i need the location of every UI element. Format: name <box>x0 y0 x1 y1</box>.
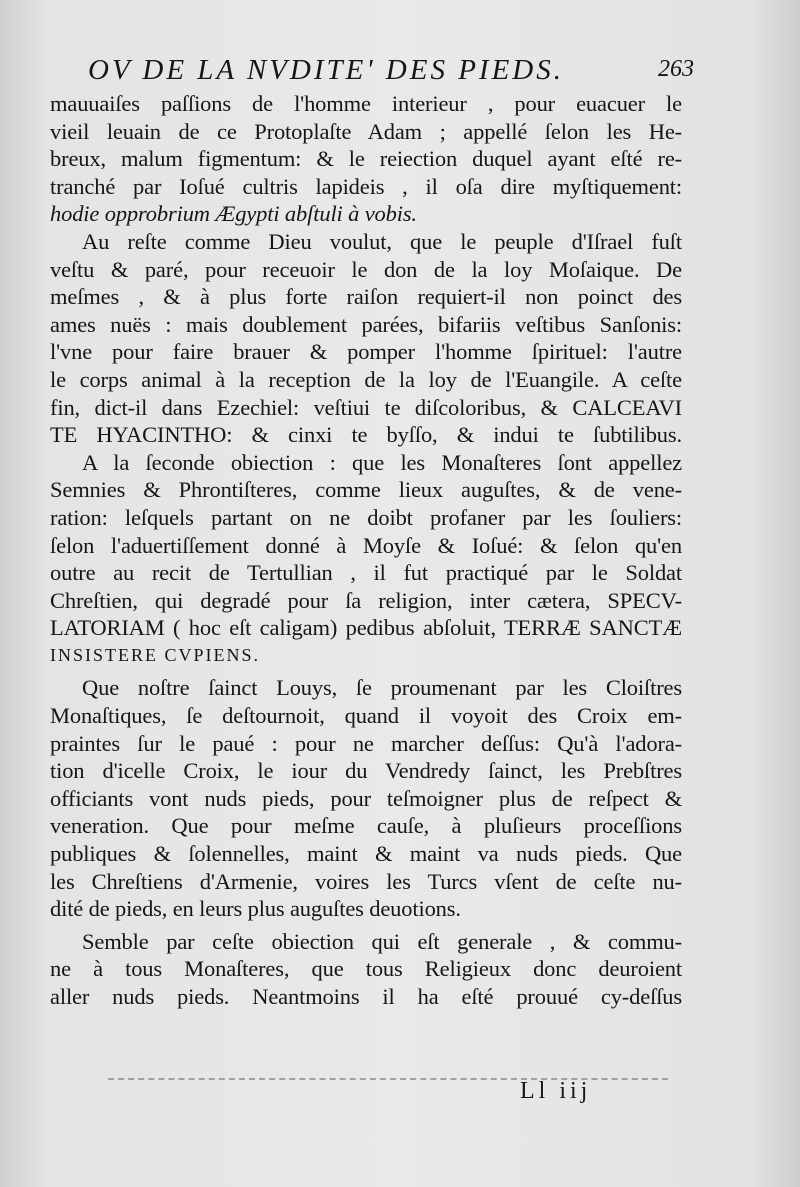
text-line: breux, malum figmentum: & le reiection duquel ayant eſté re- <box>50 146 682 172</box>
text-line: tranché par Ioſué cultris lapideis , il oſa dire myſtiquement: <box>50 173 682 199</box>
text-line: Chreſtien, qui degradé pour ſa religion, inter cætera, SPECV- <box>50 587 682 613</box>
page-header <box>88 48 694 92</box>
text-line: praintes ſur le paué : pour ne marcher deſſus: Qu'à l'adora- <box>50 730 682 756</box>
text-line: Monaſtiques, ſe deſtournoit, quand il voyoit des Croix em- <box>50 703 682 729</box>
text-line: dité de pieds, en leurs plus auguſtes deuotions. <box>50 896 461 922</box>
text-line: tion d'icelle Croix, le iour du Vendredy ſainct, les Prebſtres <box>50 758 682 784</box>
text-line: INSISTERE CVPIENS. <box>50 644 261 665</box>
text-line: officiants vont nuds pieds, pour teſmoigner plus de reſpect & <box>50 785 682 811</box>
text-line: LATORIAM ( hoc eſt caligam) pedibus abſoluit, TERRÆ SANCTÆ <box>50 615 682 641</box>
text-line: ſelon l'aduertiſſement donné à Moyſe & Ioſué: & ſelon qu'en <box>50 532 682 558</box>
running-head: OV DE LA NVDITE' DES PIEDS. <box>88 54 564 86</box>
text-line: aller nuds pieds. Neantmoins il ha eſté prouué cy-deſſus <box>50 984 682 1009</box>
text-line: publiques & ſolennelles, maint & maint va nuds pieds. Que <box>50 841 682 867</box>
body-text <box>50 90 682 1011</box>
text-line: hodie opprobrium Ægypti abſtuli à vobis. <box>50 201 417 227</box>
text-line: meſmes , & à plus forte raiſon requiert-il non poinct des <box>50 284 682 310</box>
text-line: A la ſeconde obiection : que les Monaſteres ſont appellez <box>82 449 682 475</box>
text-line: Que noſtre ſainct Louys, ſe proumenant par les Cloiſtres <box>82 675 682 701</box>
text-line: vieil leuain de ce Protoplaſte Adam ; appellé ſelon les He- <box>50 118 682 144</box>
text-line: ne à tous Monaſteres, que tous Religieux donc deuroient <box>50 956 682 982</box>
text-line: ames nuës : mais doublement parées, bifariis veſtibus Sanſonis: <box>50 311 682 337</box>
text-line: les Chreſtiens d'Armenie, voires les Turcs vſent de ceſte nu- <box>50 868 682 894</box>
text-line: Au reſte comme Dieu voulut, que le peuple d'Iſrael fuſt <box>82 228 682 254</box>
text-line: ration: leſquels partant on ne doibt profaner par les ſouliers: <box>50 504 682 530</box>
signature-mark: Ll iij <box>520 1078 592 1104</box>
text-line: l'vne pour faire brauer & pomper l'homme ſpirituel: l'autre <box>50 339 682 365</box>
text-line: TE HYACINTHO: & cinxi te byſſo, & indui te ſubtilibus. <box>50 422 682 448</box>
text-line: le corps animal à la reception de la loy de l'Euangile. A ceſte <box>50 366 682 392</box>
text-line: veſtu & paré, pour receuoir le don de la loy Moſaique. De <box>50 256 682 282</box>
text-line: Semnies & Phrontiſteres, comme lieux auguſtes, & de vene- <box>50 477 682 503</box>
text-line: mauuaiſes paſſions de l'homme interieur , pour euacuer le <box>50 91 682 116</box>
page-footer <box>520 1078 700 1110</box>
text-line: outre au recit de Tertullian , il fut practiqué par le Soldat <box>50 560 682 586</box>
text-line: fin, dict-il dans Ezechiel: veſtiui te diſcoloribus, & CALCEAVI <box>50 394 682 420</box>
text-line: veneration. Que pour meſme cauſe, à pluſieurs proceſſions <box>50 813 682 839</box>
page-number: 263 <box>658 56 694 82</box>
text-line: Semble par ceſte obiection qui eſt generale , & commu- <box>82 928 682 954</box>
